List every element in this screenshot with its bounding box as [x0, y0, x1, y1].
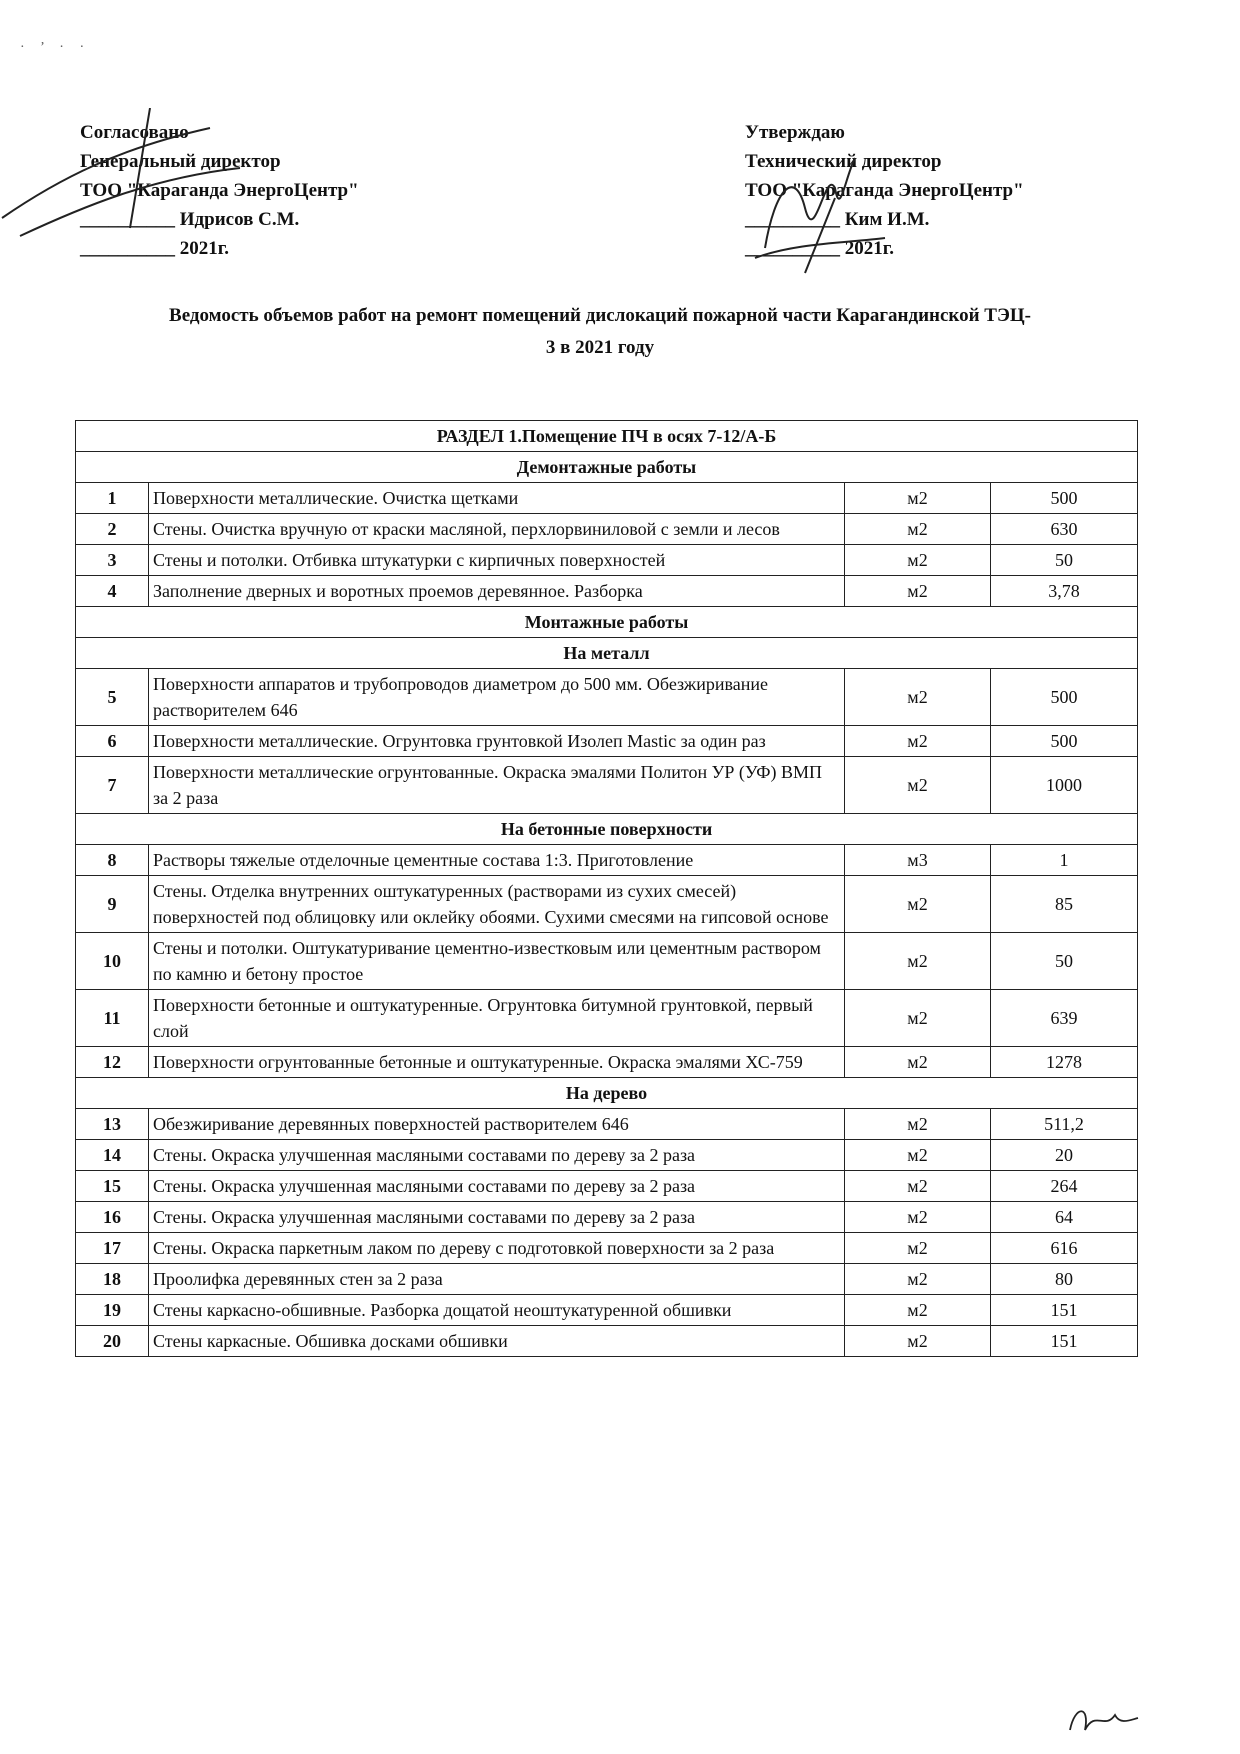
- subheader-text: На бетонные поверхности: [76, 814, 1138, 845]
- table-row: [76, 514, 1138, 545]
- unit-cell: м3: [845, 845, 991, 876]
- quantity-cell: 630: [991, 514, 1138, 545]
- approved-label: Утверждаю: [745, 122, 845, 143]
- work-description: Стены и потолки. Оштукатуривание цементно-известковым или цементным раствором по камню и бетону простое: [149, 933, 845, 990]
- quantity-cell: 500: [991, 726, 1138, 757]
- approved-position: Технический директор: [745, 151, 942, 172]
- row-number: 20: [76, 1326, 149, 1357]
- quantity-cell: 64: [991, 1202, 1138, 1233]
- row-number: 9: [76, 876, 149, 933]
- unit-cell: м2: [845, 1047, 991, 1078]
- approval-header: [80, 118, 1160, 278]
- work-description: Растворы тяжелые отделочные цементные состава 1:3. Приготовление: [149, 845, 845, 876]
- table-row: [76, 1109, 1138, 1140]
- row-number: 6: [76, 726, 149, 757]
- unit-cell: м2: [845, 876, 991, 933]
- work-description: Обезжиривание деревянных поверхностей растворителем 646: [149, 1109, 845, 1140]
- table-row: [76, 876, 1138, 933]
- unit-cell: м2: [845, 514, 991, 545]
- quantity-cell: 1278: [991, 1047, 1138, 1078]
- subheader-row: [76, 814, 1138, 845]
- work-description: Стены. Окраска паркетным лаком по дереву с подготовкой поверхности за 2 раза: [149, 1233, 845, 1264]
- agreed-position: Генеральный директор: [80, 151, 281, 172]
- approved-company: ТОО "Караганда ЭнергоЦентр": [745, 180, 1024, 201]
- work-description: Стены. Окраска улучшенная масляными составами по дереву за 2 раза: [149, 1202, 845, 1233]
- table-row: [76, 483, 1138, 514]
- work-description: Поверхности металлические. Очистка щетками: [149, 483, 845, 514]
- row-number: 8: [76, 845, 149, 876]
- row-number: 18: [76, 1264, 149, 1295]
- work-description: Проолифка деревянных стен за 2 раза: [149, 1264, 845, 1295]
- table-row: [76, 1326, 1138, 1357]
- work-description: Стены. Отделка внутренних оштукатуренных (растворами из сухих смесей) поверхностей под облицовку или оклейку обоями. Сухими смесями на гипсовой основе: [149, 876, 845, 933]
- table-row: [76, 669, 1138, 726]
- approved-block: [745, 118, 1024, 263]
- quantity-cell: 500: [991, 483, 1138, 514]
- quantity-cell: 616: [991, 1233, 1138, 1264]
- section-row: [76, 421, 1138, 452]
- subheader-row: [76, 638, 1138, 669]
- row-number: 14: [76, 1140, 149, 1171]
- document-title: [70, 300, 1130, 364]
- row-number: 4: [76, 576, 149, 607]
- work-description: Поверхности аппаратов и трубопроводов диаметром до 500 мм. Обезжиривание растворителем 646: [149, 669, 845, 726]
- title-line-1: Ведомость объемов работ на ремонт помещений дислокаций пожарной части Карагандинской ТЭЦ-: [169, 305, 1031, 326]
- subheader-text: На дерево: [76, 1078, 1138, 1109]
- row-number: 13: [76, 1109, 149, 1140]
- quantity-cell: 500: [991, 669, 1138, 726]
- subheader-row: [76, 452, 1138, 483]
- table-row: [76, 1171, 1138, 1202]
- agreed-name: __________ Идрисов С.М.: [80, 209, 300, 230]
- table-row: [76, 1202, 1138, 1233]
- work-description: Стены каркасно-обшивные. Разборка дощатой неоштукатуренной обшивки: [149, 1295, 845, 1326]
- initials-signature: [1060, 1700, 1140, 1740]
- table-row: [76, 757, 1138, 814]
- table-row: [76, 1233, 1138, 1264]
- table-row: [76, 933, 1138, 990]
- unit-cell: м2: [845, 726, 991, 757]
- quantity-cell: 1000: [991, 757, 1138, 814]
- unit-cell: м2: [845, 1109, 991, 1140]
- subheader-text: Монтажные работы: [76, 607, 1138, 638]
- unit-cell: м2: [845, 1233, 991, 1264]
- row-number: 19: [76, 1295, 149, 1326]
- subheader-row: [76, 607, 1138, 638]
- row-number: 2: [76, 514, 149, 545]
- unit-cell: м2: [845, 1295, 991, 1326]
- unit-cell: м2: [845, 576, 991, 607]
- unit-cell: м2: [845, 990, 991, 1047]
- unit-cell: м2: [845, 1202, 991, 1233]
- work-description: Стены. Очистка вручную от краски масляной, перхлорвиниловой с земли и лесов: [149, 514, 845, 545]
- table-row: [76, 1295, 1138, 1326]
- unit-cell: м2: [845, 483, 991, 514]
- agreed-company: ТОО "Караганда ЭнергоЦентр": [80, 180, 359, 201]
- approved-name: __________ Ким И.М.: [745, 209, 930, 230]
- work-description: Стены. Окраска улучшенная масляными составами по дереву за 2 раза: [149, 1140, 845, 1171]
- row-number: 17: [76, 1233, 149, 1264]
- row-number: 12: [76, 1047, 149, 1078]
- work-description: Поверхности металлические огрунтованные. Окраска эмалями Политон УР (УФ) ВМП за 2 раза: [149, 757, 845, 814]
- scan-noise: · ’ · ·: [20, 40, 91, 55]
- work-description: Заполнение дверных и воротных проемов деревянное. Разборка: [149, 576, 845, 607]
- unit-cell: м2: [845, 1171, 991, 1202]
- table-row: [76, 726, 1138, 757]
- agreed-label: Согласовано: [80, 122, 189, 143]
- unit-cell: м2: [845, 1326, 991, 1357]
- work-description: Стены. Окраска улучшенная масляными составами по дереву за 2 раза: [149, 1171, 845, 1202]
- work-description: Поверхности бетонные и оштукатуренные. Огрунтовка битумной грунтовкой, первый слой: [149, 990, 845, 1047]
- quantity-cell: 50: [991, 545, 1138, 576]
- section-title: РАЗДЕЛ 1.Помещение ПЧ в осях 7-12/А-Б: [76, 421, 1138, 452]
- subheader-row: [76, 1078, 1138, 1109]
- unit-cell: м2: [845, 933, 991, 990]
- works-table: [75, 420, 1138, 1357]
- quantity-cell: 151: [991, 1326, 1138, 1357]
- row-number: 10: [76, 933, 149, 990]
- approved-date: __________ 2021г.: [745, 238, 894, 259]
- row-number: 5: [76, 669, 149, 726]
- row-number: 1: [76, 483, 149, 514]
- subheader-text: Демонтажные работы: [76, 452, 1138, 483]
- table-row: [76, 990, 1138, 1047]
- quantity-cell: 85: [991, 876, 1138, 933]
- row-number: 11: [76, 990, 149, 1047]
- unit-cell: м2: [845, 545, 991, 576]
- work-description: Стены и потолки. Отбивка штукатурки с кирпичных поверхностей: [149, 545, 845, 576]
- unit-cell: м2: [845, 1140, 991, 1171]
- unit-cell: м2: [845, 1264, 991, 1295]
- subheader-text: На металл: [76, 638, 1138, 669]
- quantity-cell: 264: [991, 1171, 1138, 1202]
- quantity-cell: 3,78: [991, 576, 1138, 607]
- table-row: [76, 1264, 1138, 1295]
- table-row: [76, 1140, 1138, 1171]
- unit-cell: м2: [845, 669, 991, 726]
- agreed-date: __________ 2021г.: [80, 238, 229, 259]
- table-row: [76, 845, 1138, 876]
- work-description: Поверхности металлические. Огрунтовка грунтовкой Изолеп Mastic за один раз: [149, 726, 845, 757]
- title-line-2: 3 в 2021 году: [545, 337, 655, 358]
- work-description: Поверхности огрунтованные бетонные и оштукатуренные. Окраска эмалями ХС-759: [149, 1047, 845, 1078]
- table-row: [76, 576, 1138, 607]
- table-row: [76, 545, 1138, 576]
- work-description: Стены каркасные. Обшивка досками обшивки: [149, 1326, 845, 1357]
- quantity-cell: 80: [991, 1264, 1138, 1295]
- quantity-cell: 151: [991, 1295, 1138, 1326]
- agreed-block: [80, 118, 359, 263]
- row-number: 7: [76, 757, 149, 814]
- row-number: 15: [76, 1171, 149, 1202]
- quantity-cell: 511,2: [991, 1109, 1138, 1140]
- quantity-cell: 50: [991, 933, 1138, 990]
- quantity-cell: 20: [991, 1140, 1138, 1171]
- row-number: 16: [76, 1202, 149, 1233]
- table-row: [76, 1047, 1138, 1078]
- quantity-cell: 639: [991, 990, 1138, 1047]
- unit-cell: м2: [845, 757, 991, 814]
- row-number: 3: [76, 545, 149, 576]
- quantity-cell: 1: [991, 845, 1138, 876]
